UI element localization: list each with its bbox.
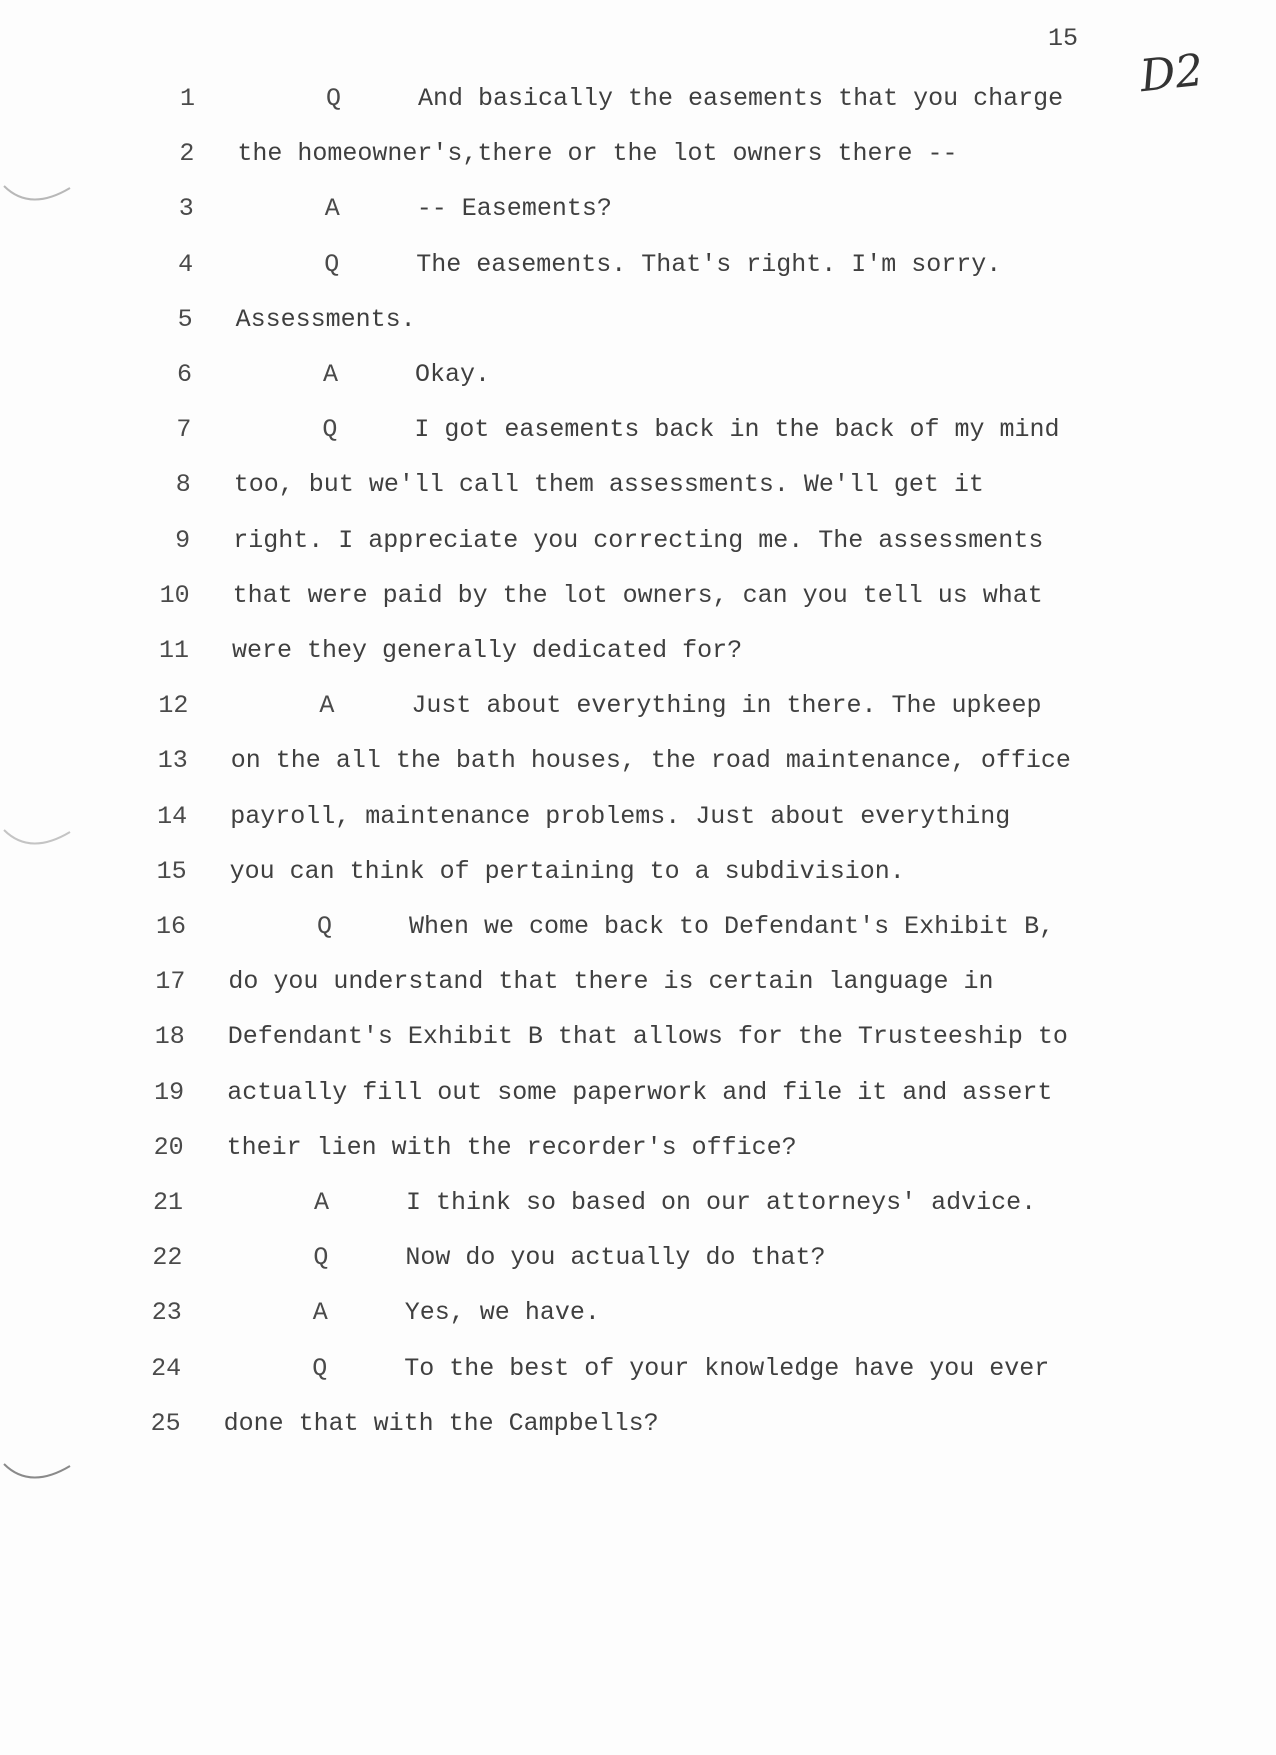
- transcript-line: [0, 581, 1276, 621]
- transcript-line: [0, 691, 1276, 731]
- line-number: 9: [175, 525, 191, 555]
- line-text: payroll, maintenance problems. Just about everything: [230, 801, 1011, 831]
- transcript-line: [0, 746, 1276, 786]
- line-number: 24: [151, 1353, 182, 1383]
- transcript-line: [0, 1298, 1276, 1338]
- line-text: too, but we'll call them assessments. We'll get it: [233, 470, 984, 500]
- line-number: 22: [152, 1243, 183, 1273]
- line-text: their lien with the recorder's office?: [226, 1132, 797, 1162]
- speaker-label: Q: [317, 912, 333, 941]
- punch-hole-bottom: [0, 1460, 72, 1490]
- line-number: 8: [175, 470, 191, 500]
- transcript-line: [0, 1409, 1276, 1449]
- transcript-line: [0, 1354, 1276, 1394]
- transcript-line: [0, 802, 1276, 842]
- line-number: 3: [178, 194, 194, 224]
- line-text: Now do you actually do that?: [405, 1243, 826, 1273]
- line-number: 13: [157, 746, 188, 776]
- line-number: 2: [179, 139, 195, 169]
- transcript-line: [0, 360, 1276, 400]
- speaker-label: A: [319, 691, 335, 721]
- line-text: And basically the easements that you charge: [418, 84, 1064, 113]
- speaker-label: A: [323, 360, 339, 389]
- transcript-line: [0, 84, 1276, 124]
- line-number: 23: [151, 1298, 182, 1328]
- line-number: 5: [177, 304, 193, 334]
- line-text: do you understand that there is certain language in: [228, 967, 994, 997]
- line-number: 11: [158, 636, 189, 665]
- line-text: done that with the Campbells?: [223, 1408, 659, 1438]
- line-number: 21: [152, 1188, 183, 1217]
- line-text: right. I appreciate you correcting me. The assessments: [233, 525, 1044, 555]
- transcript-line: [0, 305, 1276, 345]
- transcript-line: [0, 857, 1276, 897]
- line-text: I got easements back in the back of my mind: [414, 415, 1060, 445]
- line-text: actually fill out some paperwork and file it and assert: [227, 1077, 1053, 1107]
- transcript-line: [0, 194, 1276, 234]
- transcript-line: [0, 470, 1276, 510]
- line-number: 15: [156, 856, 187, 886]
- speaker-label: Q: [322, 415, 338, 445]
- speaker-label: Q: [324, 249, 340, 279]
- handwritten-annotation: D2: [1137, 44, 1206, 103]
- transcript-line: [0, 912, 1276, 952]
- transcript-line: [0, 1022, 1276, 1062]
- transcript-line: [0, 1188, 1276, 1228]
- line-text: When we come back to Defendant's Exhibit B,: [409, 912, 1055, 941]
- speaker-label: A: [324, 194, 340, 224]
- transcript-line: [0, 415, 1276, 455]
- line-number: 25: [150, 1408, 181, 1438]
- line-text: were they generally dedicated for?: [232, 636, 743, 665]
- line-text: on the all the bath houses, the road maintenance, office: [230, 746, 1071, 776]
- line-text: that were paid by the lot owners, can you tell us what: [232, 580, 1043, 610]
- speaker-label: A: [312, 1298, 328, 1328]
- line-text: Yes, we have.: [404, 1298, 600, 1328]
- speaker-label: Q: [312, 1353, 328, 1383]
- line-number: 4: [178, 249, 194, 279]
- line-text: the homeowner's,there or the lot owners there --: [237, 139, 958, 169]
- line-text: To the best of your knowledge have you ever: [404, 1353, 1050, 1383]
- transcript-line: [0, 526, 1276, 566]
- transcript-line: [0, 1078, 1276, 1118]
- speaker-label: A: [314, 1188, 330, 1217]
- line-number: 19: [154, 1077, 185, 1107]
- line-text: I think so based on our attorneys' advice.: [406, 1188, 1037, 1217]
- line-text: The easements. That's right. I'm sorry.: [416, 249, 1002, 279]
- line-number: 14: [157, 801, 188, 831]
- transcript-line: [0, 139, 1276, 179]
- speaker-label: Q: [313, 1243, 329, 1273]
- line-text: Okay.: [415, 360, 491, 389]
- line-text: -- Easements?: [416, 194, 612, 224]
- line-number: 16: [155, 912, 186, 941]
- line-number: 6: [176, 360, 192, 389]
- line-text: you can think of pertaining to a subdivision.: [229, 856, 905, 886]
- speaker-label: Q: [326, 84, 342, 113]
- line-text: Just about everything in there. The upkeep: [411, 691, 1042, 721]
- transcript-line: [0, 250, 1276, 290]
- line-number: 20: [153, 1132, 184, 1162]
- line-number: 17: [155, 967, 186, 997]
- line-text: Assessments.: [235, 304, 416, 334]
- page-number: 15: [1048, 24, 1079, 53]
- transcript-line: [0, 967, 1276, 1007]
- line-number: 12: [158, 691, 189, 721]
- line-number: 1: [179, 84, 195, 113]
- line-number: 7: [176, 415, 192, 445]
- transcript-line: [0, 636, 1276, 676]
- line-text: Defendant's Exhibit B that allows for the Trusteeship to: [227, 1022, 1068, 1052]
- transcript-line: [0, 1133, 1276, 1173]
- line-number: 10: [159, 580, 190, 610]
- line-number: 18: [154, 1022, 185, 1052]
- transcript-line: [0, 1243, 1276, 1283]
